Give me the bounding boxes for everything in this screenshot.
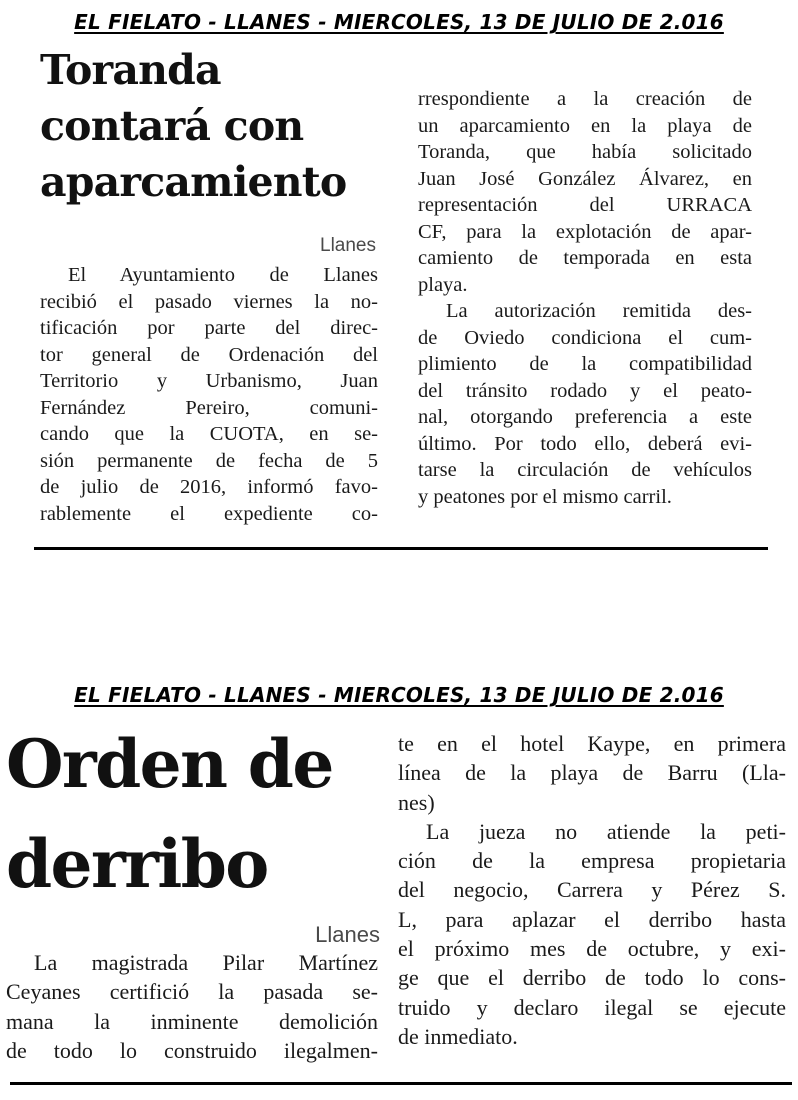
text-line: Fernández Pereiro, comuni- bbox=[40, 396, 378, 419]
text-line: el próximo mes de octubre, y exi- bbox=[398, 936, 786, 962]
text-line: tor general de Ordenación del bbox=[40, 343, 378, 366]
text-line: plimiento de la compatibilidad bbox=[418, 353, 752, 375]
text-line: de Oviedo condiciona el cum- bbox=[418, 326, 752, 349]
text-line: cando que la CUOTA, en se- bbox=[40, 423, 378, 445]
text-line: ción de la empresa propietaria bbox=[398, 848, 786, 874]
text-line: un aparcamiento en la playa de bbox=[418, 114, 752, 137]
text-line: de inmediato. bbox=[398, 1023, 518, 1049]
text-line: rablemente el expediente co- bbox=[40, 502, 378, 525]
clipping-header: EL FIELATO - LLANES - MIERCOLES, 13 DE JULIO DE 2.016 bbox=[74, 683, 724, 707]
text-line: Territorio y Urbanismo, Juan bbox=[40, 370, 378, 392]
text-line: tificación por parte del direc- bbox=[40, 317, 378, 339]
article-left-column bbox=[6, 948, 378, 1065]
article-right-column bbox=[418, 86, 752, 510]
text-line: línea de la playa de Barru (Lla- bbox=[398, 760, 786, 786]
text-line: tarse la circulación de vehículos bbox=[418, 459, 752, 481]
text-line: último. Por todo ello, deberá evi- bbox=[418, 432, 752, 455]
bottom-rule bbox=[34, 547, 768, 550]
text-line: playa. bbox=[418, 273, 468, 296]
text-line: y peatones por el mismo carril. bbox=[418, 485, 672, 508]
text-line: El Ayuntamiento de Llanes bbox=[68, 264, 378, 286]
text-line: Ceyanes certifició la pasada se- bbox=[6, 979, 378, 1005]
bottom-rule bbox=[10, 1082, 792, 1085]
headline-line: derribo bbox=[6, 825, 268, 903]
headline-line: aparcamiento bbox=[40, 158, 347, 206]
text-line: nes) bbox=[398, 789, 435, 815]
text-line: La autorización remitida des- bbox=[446, 300, 752, 322]
byline: Llanes bbox=[315, 922, 380, 947]
text-line: La magistrada Pilar Martínez bbox=[34, 950, 378, 975]
text-line: del tránsito rodado y el peato- bbox=[418, 379, 752, 402]
text-line: camiento de temporada en esta bbox=[418, 247, 752, 269]
text-line: sión permanente de fecha de 5 bbox=[40, 449, 378, 472]
byline: Llanes bbox=[320, 235, 376, 256]
text-line: de todo lo construido ilegalmen- bbox=[6, 1037, 378, 1063]
headline-line: Toranda bbox=[40, 46, 221, 94]
text-line: recibió el pasado viernes la no- bbox=[40, 290, 378, 313]
text-line: L, para aplazar el derribo hasta bbox=[398, 906, 786, 932]
text-line: Juan José González Álvarez, en bbox=[418, 167, 752, 190]
text-line: te en el hotel Kaype, en primera bbox=[398, 731, 786, 756]
headline bbox=[6, 714, 333, 914]
text-line: truido y declaro ilegal se ejecute bbox=[398, 994, 786, 1020]
text-line: representación del URRACA bbox=[418, 194, 752, 216]
text-line: ge que el derribo de todo lo cons- bbox=[398, 965, 786, 991]
headline bbox=[40, 42, 346, 210]
text-line: rrespondiente a la creación de bbox=[418, 88, 752, 110]
text-line: nal, otorgando preferencia a este bbox=[418, 406, 752, 428]
text-line: del negocio, Carrera y Pérez S. bbox=[398, 877, 786, 903]
article-right-column bbox=[398, 729, 786, 1051]
headline-line: Orden de bbox=[6, 725, 333, 803]
text-line: CF, para la explotación de apar- bbox=[418, 220, 752, 243]
clipping-header: EL FIELATO - LLANES - MIERCOLES, 13 DE JULIO DE 2.016 bbox=[74, 10, 724, 34]
text-line: de julio de 2016, informó favo- bbox=[40, 476, 378, 498]
text-line: mana la inminente demolición bbox=[6, 1008, 378, 1034]
article-left-column bbox=[40, 262, 378, 527]
text-line: La jueza no atiende la peti- bbox=[426, 818, 786, 844]
headline-line: contará con bbox=[40, 102, 304, 150]
text-line: Toranda, que había solicitado bbox=[418, 141, 752, 163]
